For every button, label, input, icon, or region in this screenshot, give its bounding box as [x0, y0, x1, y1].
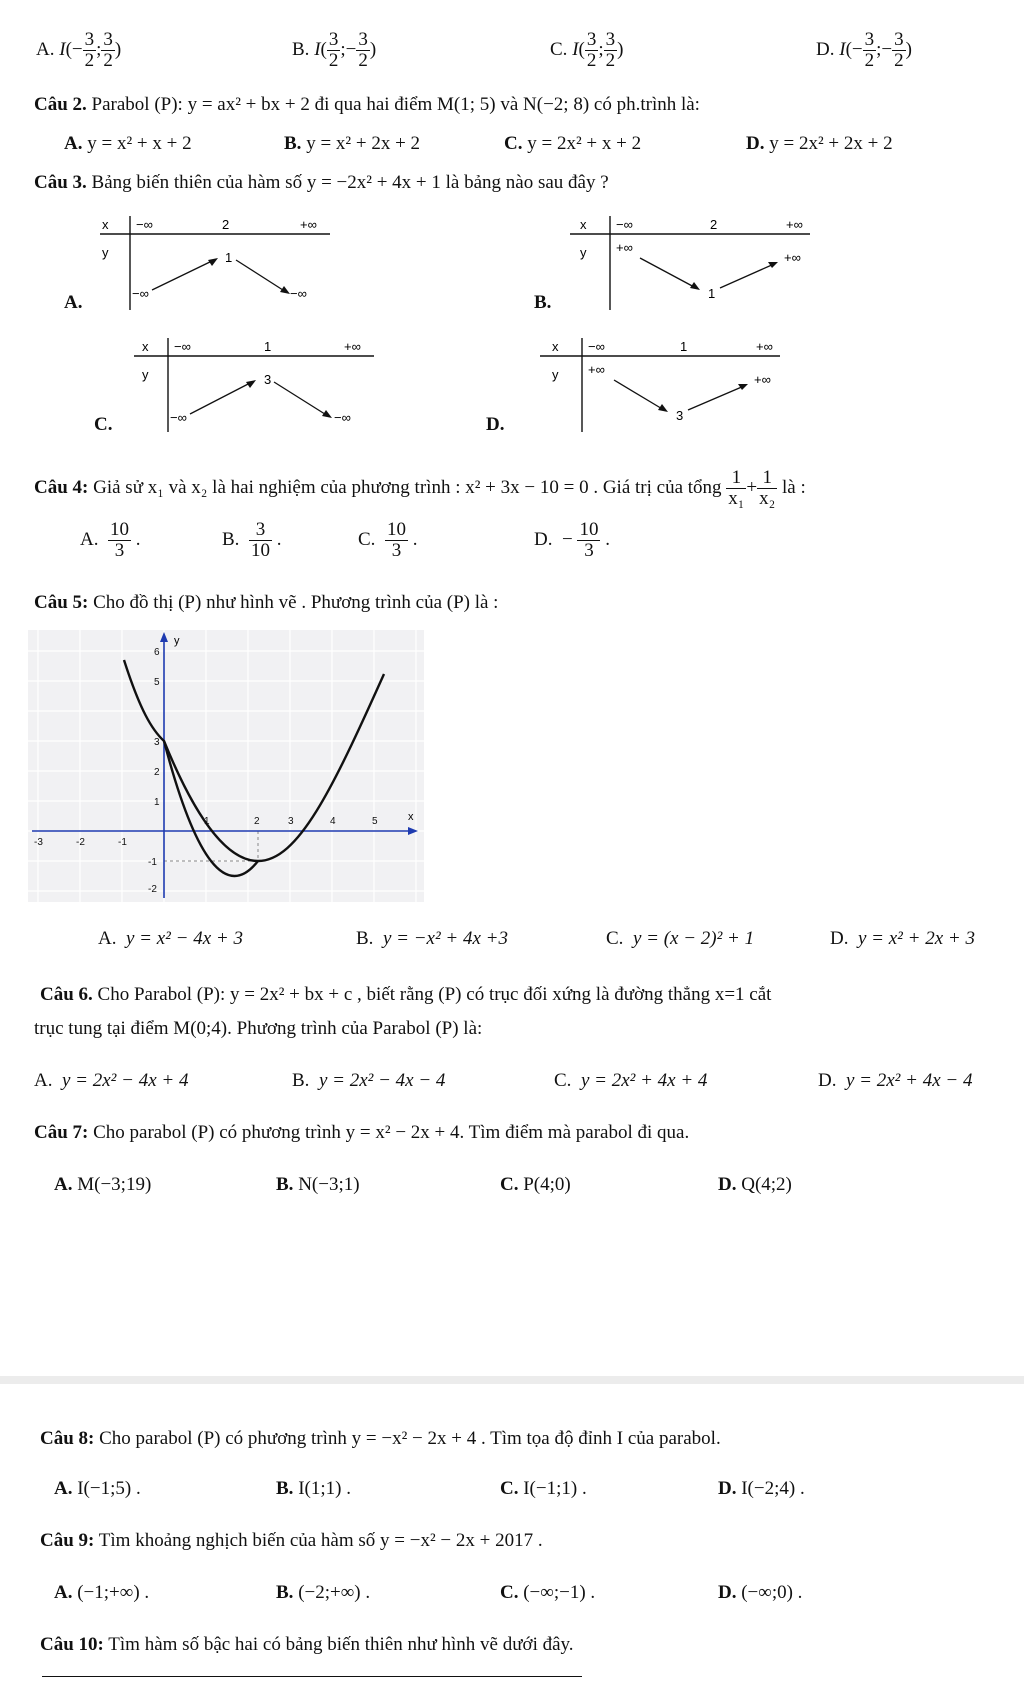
q4-option-c: C. $\frac{10}{3}$ .: [358, 519, 418, 561]
q3-a-arrow-down: [236, 260, 286, 292]
q5-tick-y-1: 1: [154, 797, 160, 808]
q3-b-vright: +∞: [784, 250, 801, 265]
q3-b-vmid: 1: [708, 286, 716, 301]
q3-a-vright: −∞: [290, 286, 307, 301]
q3-table-a: [90, 212, 340, 312]
q3-a-x-label: x: [102, 217, 109, 232]
q3-d-vright: +∞: [754, 372, 771, 387]
q5-tick-x-1: 1: [204, 816, 210, 827]
q4-stem: Câu 4: Giả sử x₁ và x₂ là hai nghiệm của phương trình : x² + 3x − 10 = 0 . Giá trị của tổng $\frac{1}{\text{x₁}}$ + $\frac{1}{\text{x₂}}$ là :: [34, 467, 806, 509]
q5-tick-x-4: 4: [330, 816, 336, 827]
page-divider: [0, 1376, 1024, 1384]
q3-table-c: [124, 334, 384, 434]
q3-c-arrow-up: [190, 382, 252, 414]
q7-stem: Câu 7: Cho parabol (P) có phương trình y = x² − 2x + 4. Tìm điểm mà parabol đi qua.: [34, 1122, 690, 1143]
q6-stem-line1: Câu 6. Cho Parabol (P): y = 2x² + bx + c , biết rằng (P) có trục đối xứng là đường thẳng x=1 cắt: [40, 984, 772, 1005]
q3-c-x-label: x: [142, 339, 149, 354]
q5-tick-y-m1: -1: [148, 857, 157, 868]
q3-b-arrow-up: [720, 264, 774, 288]
q5-tick-x-5: 5: [372, 816, 378, 827]
q6-option-b: B. y = 2x² − 4x − 4: [292, 1070, 446, 1091]
q5-x-label: x: [408, 811, 414, 823]
q3-c-vmid: 3: [264, 372, 272, 387]
q3-d-mid: 1: [680, 339, 688, 354]
top-option-a: A. I(− $\frac{3}{2}$ ; $\frac{3}{2}$ ): [36, 29, 122, 71]
q5-tick-y-m2: -2: [148, 884, 157, 895]
q3-b-vleft: +∞: [616, 240, 633, 255]
q9-option-c: C. (−∞;−1) .: [500, 1582, 596, 1603]
q9-option-b: B. (−2;+∞) .: [276, 1582, 371, 1603]
q9-option-a: A. (−1;+∞) .: [54, 1582, 150, 1603]
q3-a-arrow-up: [152, 260, 214, 290]
q5-tick-x-m2: -2: [76, 837, 85, 848]
q5-tick-y-2: 2: [154, 767, 160, 778]
q7-option-c: C. P(4;0): [500, 1174, 571, 1195]
q5-tick-x-3: 3: [288, 816, 294, 827]
q2-option-b: B. y = x² + 2x + 2: [284, 133, 421, 154]
top-option-d: D. I(− $\frac{3}{2}$ ;− $\frac{3}{2}$ ): [816, 29, 912, 71]
q3-a-y-label: y: [102, 245, 109, 260]
q3-d-left: −∞: [588, 339, 605, 354]
q9-stem: Câu 9: Tìm khoảng nghịch biến của hàm số y = −x² − 2x + 2017 .: [40, 1530, 543, 1551]
q3-b-right: +∞: [786, 217, 803, 232]
q3-d-y-label: y: [552, 367, 559, 382]
q6-option-c: C. y = 2x² + 4x + 4: [554, 1070, 708, 1091]
q3-c-vleft: −∞: [170, 410, 187, 425]
q2-stem: Câu 2. Parabol (P): y = ax² + bx + 2 đi qua hai điểm M(1; 5) và N(−2; 8) có ph.trình là:: [34, 94, 700, 115]
q8-option-a: A. I(−1;5) .: [54, 1478, 141, 1499]
top-option-b: B. I( $\frac{3}{2}$ ;− $\frac{3}{2}$ ): [292, 29, 377, 71]
q5-option-c: C. y = (x − 2)² + 1: [606, 928, 755, 949]
q5-graph: [28, 630, 424, 902]
q8-stem: Câu 8: Cho parabol (P) có phương trình y = −x² − 2x + 4 . Tìm tọa độ đỉnh I của parabol.: [40, 1428, 721, 1449]
q3-table-d-key: D.: [486, 414, 505, 435]
q2-option-d: D. y = 2x² + 2x + 2: [746, 133, 893, 154]
q3-b-x-label: x: [580, 217, 587, 232]
q2-option-a: A. y = x² + x + 2: [64, 133, 192, 154]
q3-a-vmid: 1: [225, 250, 233, 265]
q9-option-d: D. (−∞;0) .: [718, 1582, 803, 1603]
q4-option-a: A. $\frac{10}{3}$ .: [80, 519, 141, 561]
q3-d-right: +∞: [756, 339, 773, 354]
q3-d-arrow-up: [688, 386, 744, 410]
q5-tick-x-m1: -1: [118, 837, 127, 848]
q8-option-c: C. I(−1;1) .: [500, 1478, 587, 1499]
q5-stem: Câu 5: Cho đồ thị (P) như hình vẽ . Phương trình của (P) là :: [34, 592, 499, 613]
q3-d-x-label: x: [552, 339, 559, 354]
q3-a-vleft: −∞: [132, 286, 149, 301]
q3-c-vright: −∞: [334, 410, 351, 425]
q3-b-left: −∞: [616, 217, 633, 232]
q5-option-d: D. y = x² + 2x + 3: [830, 928, 975, 949]
q4-option-b: B. $\frac{3}{10}$ .: [222, 519, 282, 561]
q5-y-label: y: [174, 635, 180, 647]
q8-option-b: B. I(1;1) .: [276, 1478, 351, 1499]
q3-table-c-key: C.: [94, 414, 113, 435]
q6-option-d: D. y = 2x² + 4x − 4: [818, 1070, 973, 1091]
q3-d-vleft: +∞: [588, 362, 605, 377]
q3-c-left: −∞: [174, 339, 191, 354]
q3-a-right: +∞: [300, 217, 317, 232]
q3-c-right: +∞: [344, 339, 361, 354]
q4-option-d: D. − $\frac{10}{3}$ .: [534, 519, 610, 561]
q5-tick-y-5: 5: [154, 677, 160, 688]
q3-table-b-key: B.: [534, 292, 552, 313]
q10-stem: Câu 10: Tìm hàm số bậc hai có bảng biến thiên như hình vẽ dưới đây.: [40, 1634, 574, 1655]
q5-option-b: B. y = −x² + 4x +3: [356, 928, 508, 949]
q5-tick-x-2: 2: [254, 816, 260, 827]
q5-tick-y-6: 6: [154, 647, 160, 658]
q3-stem: Câu 3. Bảng biến thiên của hàm số y = −2x² + 4x + 1 là bảng nào sau đây ?: [34, 172, 609, 193]
q3-c-y-label: y: [142, 367, 149, 382]
q2-option-c: C. y = 2x² + x + 2: [504, 133, 642, 154]
q7-option-d: D. Q(4;2): [718, 1174, 792, 1195]
q7-option-b: B. N(−3;1): [276, 1174, 360, 1195]
q5-option-a: A. y = x² − 4x + 3: [98, 928, 243, 949]
q3-c-arrow-down: [274, 382, 328, 416]
q8-option-d: D. I(−2;4) .: [718, 1478, 805, 1499]
q3-c-mid: 1: [264, 339, 272, 354]
q3-a-left: −∞: [136, 217, 153, 232]
q3-table-a-key: A.: [64, 292, 83, 313]
q10-table-top-edge: [42, 1676, 582, 1689]
q6-option-a: A. y = 2x² − 4x + 4: [34, 1070, 189, 1091]
q3-table-b: [560, 212, 820, 312]
q3-table-d: [530, 334, 790, 434]
q3-b-mid: 2: [710, 217, 718, 232]
q7-option-a: A. M(−3;19): [54, 1174, 152, 1195]
q6-stem-line2: trục tung tại điểm M(0;4). Phương trình của Parabol (P) là:: [34, 1018, 483, 1039]
q5-tick-y-3: 3: [154, 737, 160, 748]
q3-d-arrow-down: [614, 380, 664, 410]
q3-b-y-label: y: [580, 245, 587, 260]
q3-d-vmid: 3: [676, 408, 684, 423]
q5-tick-x-m3: -3: [34, 837, 43, 848]
q3-a-mid: 2: [222, 217, 230, 232]
top-option-c: C. I( $\frac{3}{2}$ ; $\frac{3}{2}$ ): [550, 29, 624, 71]
q3-b-arrow-down: [640, 258, 696, 288]
